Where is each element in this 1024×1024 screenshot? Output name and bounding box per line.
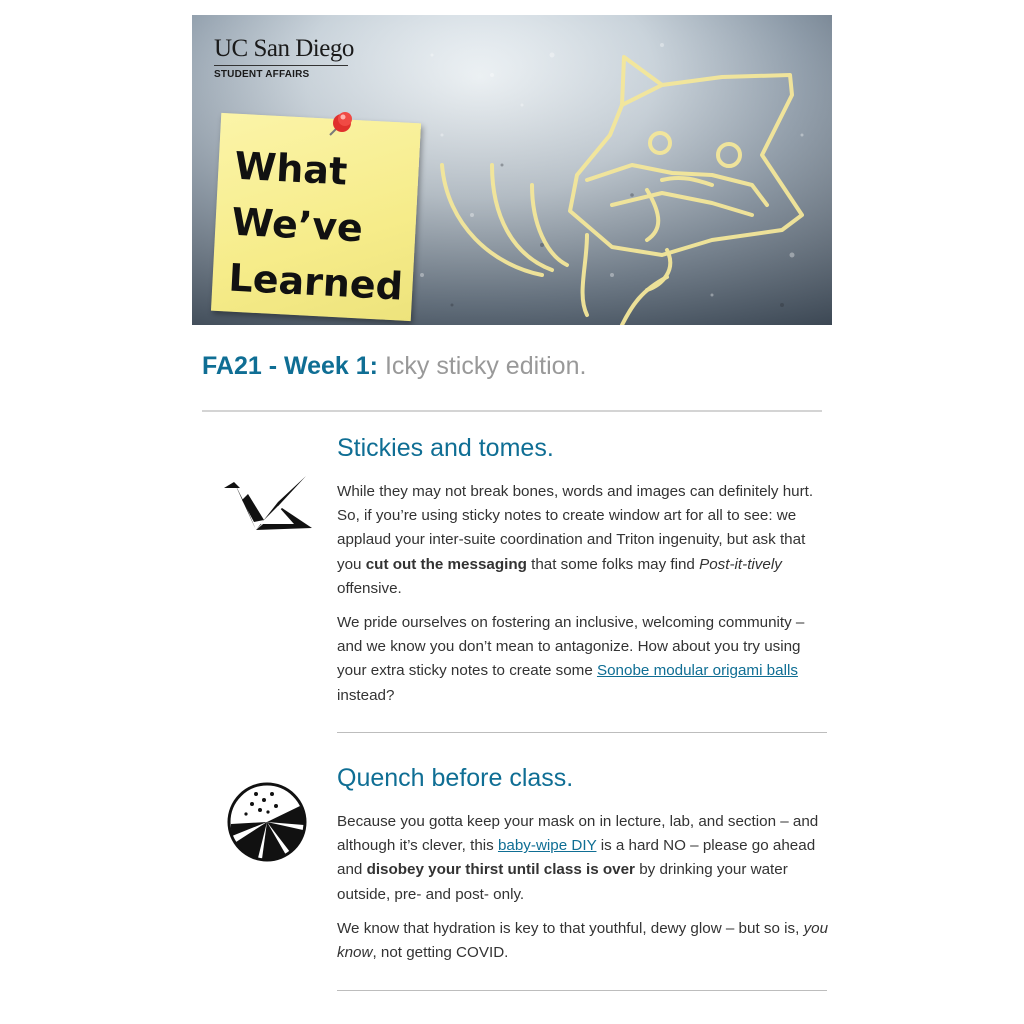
emphasis-you-know: you know bbox=[337, 920, 829, 962]
section-2-paragraph-1: Because you gotta keep your mask on in lecture, lab, and section – and although it’s clever, this baby-wipe DIY is a hard NO – please go ahead and disobey your thirst until class is over by drinking your water outside, pre- and post- only. bbox=[337, 813, 819, 903]
emphasis-cut-out: cut out the messaging bbox=[365, 555, 527, 573]
sticky-line-2: We’ve bbox=[230, 199, 364, 251]
headline-edition: Icky sticky edition. bbox=[384, 352, 587, 380]
section-2-paragraph-2: We know that hydration is key to that youthful, dewy glow – but so is, you know, not getting COVID. bbox=[337, 920, 829, 962]
section-2-divider bbox=[337, 990, 827, 991]
section-1-divider bbox=[337, 732, 827, 733]
sticky-note bbox=[211, 113, 421, 321]
section-title-stickies: Stickies and tomes. bbox=[337, 434, 554, 462]
sonobe-origami-link[interactable]: Sonobe modular origami balls bbox=[596, 662, 798, 680]
baby-wipe-diy-link[interactable]: baby-wipe DIY bbox=[497, 837, 597, 855]
section-1-paragraph-2: We pride ourselves on fostering an inclusive, welcoming community – and we know you don’t mean to antagonize. How about you try using your extra sticky notes to create some Sonobe modular origami balls instead? bbox=[337, 614, 805, 704]
logo-wordmark: UC San Diego bbox=[214, 35, 354, 62]
uc-san-diego-logo[interactable] bbox=[214, 35, 354, 80]
emphasis-post-it-tively: Post-it-tively bbox=[699, 555, 782, 573]
headline-week: FA21 - Week 1: bbox=[202, 352, 379, 380]
emphasis-disobey-thirst: disobey your thirst until class is over bbox=[366, 861, 635, 879]
hero-banner bbox=[192, 15, 832, 325]
sticky-note-text bbox=[227, 138, 410, 315]
origami-crane-icon bbox=[222, 472, 314, 534]
logo-subtitle: STUDENT AFFAIRS bbox=[214, 69, 310, 80]
citrus-slice-icon bbox=[226, 780, 308, 864]
section-1-paragraph-1: While they may not break bones, words and images can definitely hurt. So, if you’re using sticky notes to create window art for all to see: we applaud your inter-suite coordination and Triton ingenuity, but ask that you cut out the messaging that some folks may find Post-it-tively offensive. bbox=[337, 483, 814, 597]
section-title-quench: Quench before class. bbox=[337, 764, 574, 792]
push-pin-icon bbox=[320, 105, 360, 145]
sticky-line-1: What bbox=[233, 143, 349, 194]
logo-divider bbox=[214, 65, 348, 66]
sticky-line-3: Learned bbox=[227, 255, 405, 309]
headline-divider bbox=[202, 410, 822, 412]
newsletter-headline bbox=[202, 352, 586, 381]
